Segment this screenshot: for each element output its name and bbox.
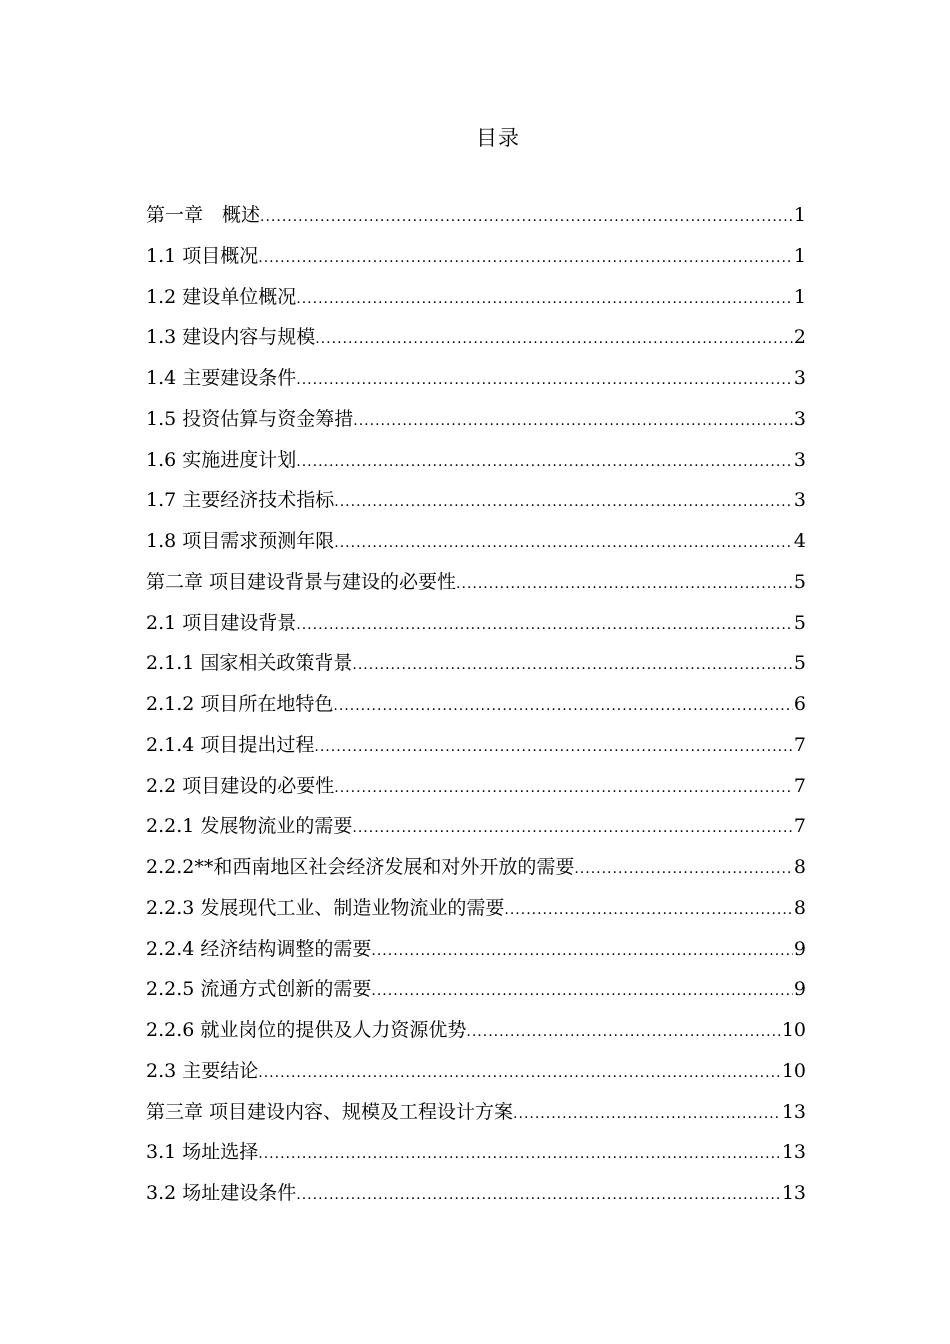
toc-entry-page-number: 2 xyxy=(793,326,806,349)
toc-entry-label: 第三章 项目建设内容、规模及工程设计方案 xyxy=(146,1100,514,1123)
toc-dot-leader xyxy=(466,1018,780,1046)
toc-entry-page-number: 1 xyxy=(793,204,806,226)
toc-entry-page-number: 1 xyxy=(793,285,806,308)
toc-dot-leader xyxy=(296,611,793,639)
toc-entry-page-number: 3 xyxy=(793,489,806,512)
toc-entry-label: 2.2 项目建设的必要性 xyxy=(146,774,335,797)
toc-entry-page-number: 8 xyxy=(793,896,806,919)
toc-entry-page-number: 4 xyxy=(793,530,806,552)
toc-dot-leader xyxy=(258,1059,781,1087)
toc-entry[interactable] xyxy=(146,894,806,935)
toc-entry[interactable] xyxy=(146,975,806,1016)
toc-entry-label: 3.1 场址选择 xyxy=(146,1141,259,1164)
toc-entry[interactable] xyxy=(146,446,806,487)
toc-entry-page-number: 13 xyxy=(781,1100,806,1123)
toc-entry[interactable] xyxy=(146,405,806,446)
toc-entry-label: 1.2 建设单位概况 xyxy=(146,285,297,308)
toc-dot-leader xyxy=(371,937,793,965)
toc-entry[interactable] xyxy=(146,690,806,731)
toc-entry-page-number: 9 xyxy=(793,978,806,1001)
toc-entry-label: 2.3 主要结论 xyxy=(146,1059,259,1082)
toc-entry-page-number: 7 xyxy=(793,815,806,838)
toc-dot-leader xyxy=(334,488,793,516)
toc-entry[interactable] xyxy=(146,1016,806,1057)
toc-dot-leader xyxy=(258,1140,781,1168)
toc-entry[interactable] xyxy=(146,283,806,324)
toc-entry-label: 2.1.1 国家相关政策背景 xyxy=(146,652,353,675)
toc-entry-page-number: 8 xyxy=(793,856,806,878)
toc-entry[interactable] xyxy=(146,201,806,242)
toc-entry[interactable] xyxy=(146,812,806,853)
toc-entry-page-number: 7 xyxy=(793,774,806,797)
toc-entry-page-number: 5 xyxy=(793,570,806,593)
toc-entry[interactable] xyxy=(146,731,806,772)
toc-dot-leader xyxy=(314,733,793,761)
toc-entry-label: 1.1 项目概况 xyxy=(146,244,259,267)
toc-dot-leader xyxy=(352,651,793,679)
toc-entry[interactable] xyxy=(146,1179,806,1220)
toc-entry-page-number: 6 xyxy=(793,693,806,715)
toc-entry-label: 1.3 建设内容与规模 xyxy=(146,326,316,349)
toc-dot-leader xyxy=(296,1181,781,1209)
toc-entry[interactable] xyxy=(146,1138,806,1179)
toc-dot-leader xyxy=(333,692,793,720)
toc-entry-label: 2.2.4 经济结构调整的需要 xyxy=(146,937,372,960)
toc-dot-leader xyxy=(296,285,793,313)
toc-entry[interactable] xyxy=(146,853,806,894)
toc-dot-leader xyxy=(258,244,793,272)
toc-entry[interactable] xyxy=(146,772,806,813)
toc-dot-leader xyxy=(504,896,793,924)
toc-dot-leader xyxy=(352,814,793,842)
toc-entry-label: 1.6 实施进度计划 xyxy=(146,448,297,471)
toc-entry-page-number: 3 xyxy=(793,448,806,471)
toc-entry-page-number: 10 xyxy=(781,1059,806,1082)
toc-entry[interactable] xyxy=(146,568,806,609)
toc-dot-leader xyxy=(334,529,793,557)
toc-entry-page-number: 5 xyxy=(793,652,806,675)
toc-entry-page-number: 9 xyxy=(793,937,806,960)
toc-entry[interactable] xyxy=(146,527,806,568)
toc-entry-label: 1.7 主要经济技术指标 xyxy=(146,489,335,512)
toc-entry[interactable] xyxy=(146,935,806,976)
toc-entry-label: 2.1.2 项目所在地特色 xyxy=(146,693,334,715)
toc-entry-label: 第二章 项目建设背景与建设的必要性 xyxy=(146,570,457,593)
toc-entry-label: 第一章 概述 xyxy=(146,204,261,226)
toc-entry-label: 2.2.6 就业岗位的提供及人力资源优势 xyxy=(146,1019,467,1041)
toc-entry-label: 2.1 项目建设背景 xyxy=(146,611,297,634)
toc-dot-leader xyxy=(296,366,793,394)
toc-entry-page-number: 7 xyxy=(793,733,806,756)
toc-entry-page-number: 5 xyxy=(793,611,806,634)
toc-dot-leader xyxy=(574,855,793,883)
toc-dot-leader xyxy=(513,1100,781,1128)
toc-entry-label: 2.2.1 发展物流业的需要 xyxy=(146,815,353,838)
toc-entry-page-number: 13 xyxy=(781,1141,806,1164)
toc-dot-leader xyxy=(334,774,793,802)
toc-entry[interactable] xyxy=(146,1057,806,1098)
table-of-contents xyxy=(146,201,806,1220)
toc-entry-label: 2.2.3 发展现代工业、制造业物流业的需要 xyxy=(146,896,505,919)
toc-entry[interactable] xyxy=(146,1098,806,1139)
toc-entry-label: 2.1.4 项目提出过程 xyxy=(146,733,315,756)
toc-entry-label: 1.4 主要建设条件 xyxy=(146,367,297,389)
toc-entry[interactable] xyxy=(146,364,806,405)
toc-entry-page-number: 10 xyxy=(781,1019,806,1041)
toc-entry[interactable] xyxy=(146,649,806,690)
toc-entry-label: 1.8 项目需求预测年限 xyxy=(146,530,335,552)
toc-dot-leader xyxy=(296,448,793,476)
toc-entry[interactable] xyxy=(146,323,806,364)
toc-dot-leader xyxy=(315,325,793,353)
toc-entry[interactable] xyxy=(146,242,806,283)
toc-entry-page-number: 1 xyxy=(793,244,806,267)
toc-entry-page-number: 13 xyxy=(781,1182,806,1204)
toc-dot-leader xyxy=(260,203,793,231)
toc-entry-label: 3.2 场址建设条件 xyxy=(146,1182,297,1204)
toc-dot-leader xyxy=(456,570,793,598)
toc-entry-label: 1.5 投资估算与资金筹措 xyxy=(146,407,354,430)
toc-dot-leader xyxy=(353,407,793,435)
page-title: 目录 xyxy=(476,126,520,150)
toc-entry-label: 2.2.2**和西南地区社会经济发展和对外开放的需要 xyxy=(146,856,575,878)
toc-entry-label: 2.2.5 流通方式创新的需要 xyxy=(146,978,372,1001)
toc-entry-page-number: 3 xyxy=(793,407,806,430)
toc-entry-page-number: 3 xyxy=(793,367,806,389)
toc-entry[interactable] xyxy=(146,609,806,650)
toc-entry[interactable] xyxy=(146,486,806,527)
toc-dot-leader xyxy=(371,977,793,1005)
